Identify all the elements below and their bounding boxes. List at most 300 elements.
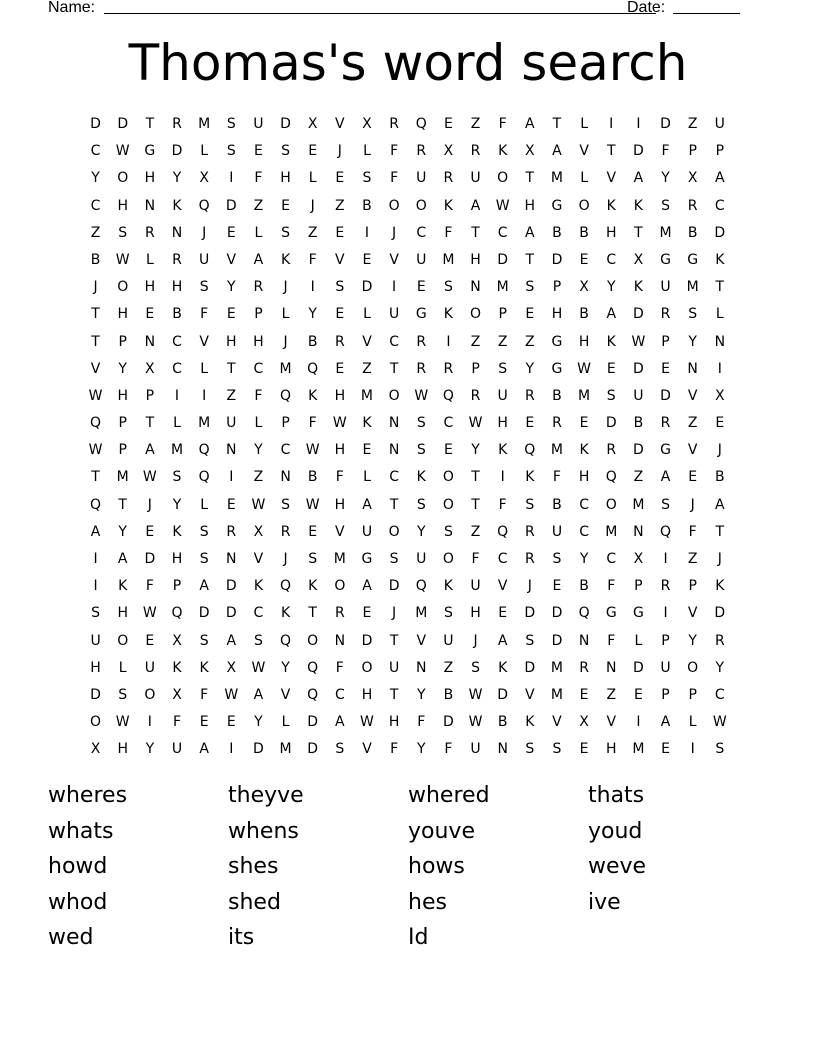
grid-cell: F (335, 469, 344, 486)
grid-cell: D (632, 659, 644, 676)
grid-cell: R (660, 415, 671, 432)
grid-cell: K (715, 251, 725, 268)
grid-cell: Z (335, 197, 345, 214)
grid-cell: T (91, 333, 100, 350)
grid-cell: E (226, 714, 236, 731)
grid-cell: O (442, 496, 454, 513)
grid-cell: B (633, 415, 644, 432)
grid-cell: U (416, 251, 427, 268)
grid-cell: B (579, 578, 589, 595)
grid-cell: F (444, 741, 453, 758)
grid-cell: S (715, 741, 725, 758)
grid-row (82, 682, 734, 709)
grid-cell: Z (443, 659, 454, 676)
grid-cell: D (632, 143, 644, 160)
grid-cell: B (307, 333, 318, 350)
grid-row (82, 220, 734, 247)
grid-cell: Y (416, 523, 426, 540)
grid-cell: W (414, 387, 429, 404)
grid-cell: K (525, 469, 535, 486)
grid-cell: X (307, 116, 318, 132)
grid-cell: M (198, 415, 211, 432)
grid-cell: H (551, 306, 563, 323)
grid-cell: K (579, 442, 589, 459)
grid-cell: M (550, 442, 563, 459)
grid-cell: Y (226, 279, 236, 296)
grid-cell: A (199, 741, 209, 758)
grid-cell: T (308, 605, 317, 622)
grid-cell: W (88, 442, 103, 459)
grid-cell: Q (198, 469, 210, 486)
grid-cell: S (118, 224, 128, 241)
grid-cell: V (199, 333, 209, 350)
grid-cell: B (90, 251, 101, 268)
grid-cell: Q (497, 523, 509, 540)
grid-cell: Z (226, 387, 237, 404)
grid-cell: W (332, 415, 347, 432)
grid-cell: S (199, 632, 209, 649)
grid-cell: R (416, 143, 427, 160)
grid-cell: R (144, 224, 155, 241)
grid-cell: U (470, 170, 481, 187)
grid-cell: X (633, 251, 644, 268)
grid-cell: S (281, 143, 290, 160)
grid-cell: Y (525, 360, 535, 377)
grid-cell: K (498, 659, 508, 676)
grid-cell: S (335, 279, 345, 296)
grid-cell: R (280, 523, 291, 540)
grid-cell: E (335, 306, 345, 323)
grid-cell: N (144, 197, 156, 214)
word-list-item: whens (228, 818, 299, 844)
grid-cell: G (605, 605, 617, 622)
grid-cell: H (90, 659, 101, 676)
grid-cell: S (661, 496, 670, 513)
grid-cell: H (226, 333, 237, 350)
grid-cell: H (117, 387, 128, 404)
grid-cell: L (308, 170, 317, 187)
grid-cell: U (443, 632, 454, 649)
grid-cell: S (281, 496, 290, 513)
grid-cell: M (550, 686, 563, 703)
grid-cell: F (688, 523, 697, 540)
grid-cell: A (715, 496, 725, 513)
grid-cell: M (170, 442, 184, 459)
grid-cell: W (224, 686, 239, 703)
grid-cell: T (471, 496, 480, 513)
grid-cell: A (199, 578, 209, 595)
grid-cell: O (687, 659, 699, 676)
grid-cell: Q (198, 197, 210, 214)
grid-cell: I (609, 116, 614, 132)
grid-cell: K (172, 197, 182, 214)
grid-cell: H (470, 251, 481, 268)
grid-cell: D (225, 578, 237, 595)
grid-cell: F (308, 251, 317, 268)
grid-cell: G (632, 605, 644, 622)
grid-row (82, 383, 734, 410)
grid-cell: Q (415, 578, 427, 595)
grid-cell: E (308, 143, 318, 160)
grid-cell: P (498, 306, 507, 323)
grid-cell: T (91, 306, 100, 323)
grid-cell: U (497, 387, 508, 404)
grid-cell: S (688, 306, 698, 323)
grid-cell: S (199, 279, 209, 296)
grid-cell: D (117, 116, 129, 132)
grid-cell: R (714, 632, 725, 649)
grid-cell: Y (715, 659, 725, 676)
grid-cell: U (470, 741, 481, 758)
grid-cell: A (606, 306, 617, 323)
grid-cell: F (145, 578, 154, 595)
grid-cell: V (335, 116, 345, 132)
word-list-item: howd (48, 854, 108, 879)
grid-cell: Y (172, 496, 182, 513)
grid-cell: E (362, 442, 372, 459)
grid-cell: W (115, 251, 130, 268)
grid-cell: M (360, 387, 374, 404)
grid-cell: X (362, 116, 372, 132)
grid-cell: C (90, 143, 101, 160)
grid-cell: E (416, 279, 426, 296)
grid-cell: I (229, 469, 234, 486)
grid-row (82, 464, 734, 491)
grid-cell: D (361, 632, 373, 649)
grid-cell: S (525, 632, 535, 649)
grid-cell: N (388, 442, 400, 459)
grid-cell: F (390, 170, 399, 187)
grid-cell: D (632, 306, 644, 323)
grid-cell: J (690, 496, 695, 513)
grid-cell: G (551, 360, 563, 377)
grid-cell: Q (280, 387, 292, 404)
grid-cell: C (389, 333, 399, 350)
grid-cell: D (144, 551, 156, 567)
word-list-item: its (228, 925, 255, 950)
grid-cell: D (632, 360, 644, 377)
grid-cell: I (500, 469, 505, 486)
grid-cell: T (118, 496, 127, 513)
grid-cell: B (687, 224, 698, 241)
date-label: Date: (627, 0, 666, 16)
grid-cell: Q (442, 387, 454, 404)
grid-cell: X (633, 551, 644, 567)
grid-cell: R (416, 360, 427, 377)
grid-cell: G (660, 251, 671, 268)
grid-cell: W (251, 659, 266, 676)
grid-cell: E (579, 251, 589, 268)
grid-cell: Z (470, 116, 481, 132)
grid-cell: Q (415, 116, 427, 132)
grid-cell: F (390, 143, 399, 160)
grid-cell: V (362, 333, 372, 350)
grid-cell: Y (281, 659, 290, 676)
grid-cell: F (498, 116, 507, 132)
grid-cell: M (279, 360, 292, 377)
grid-cell: S (416, 442, 426, 459)
grid-cell: Q (605, 469, 617, 486)
grid-cell: S (335, 741, 345, 758)
grid-cell: O (361, 659, 373, 676)
grid-row (82, 410, 734, 437)
grid-cell: S (443, 523, 453, 540)
grid-cell: M (198, 116, 211, 132)
grid-cell: K (498, 143, 508, 160)
grid-cell: C (443, 415, 454, 432)
grid-cell: T (145, 116, 155, 132)
grid-cell: D (307, 741, 319, 758)
grid-cell: Z (633, 469, 644, 486)
grid-cell: U (416, 551, 427, 567)
word-list-item: thats (588, 783, 645, 808)
grid-row (82, 274, 734, 301)
grid-cell: S (118, 686, 128, 703)
grid-cell: L (281, 714, 290, 731)
grid-cell: D (361, 279, 373, 296)
grid-cell: P (118, 442, 127, 459)
grid-cell: B (172, 306, 182, 323)
grid-cell: R (524, 551, 535, 567)
grid-cell: T (634, 224, 643, 241)
grid-cell: V (497, 578, 508, 595)
grid-cell: V (687, 387, 698, 404)
grid-cell: A (660, 469, 671, 486)
grid-cell: I (147, 714, 152, 731)
grid-cell: S (226, 116, 236, 132)
grid-cell: K (253, 578, 263, 595)
grid-cell: J (392, 224, 397, 241)
grid-cell: K (308, 578, 318, 595)
grid-cell: J (93, 279, 98, 296)
grid-cell: E (362, 251, 372, 268)
grid-cell: O (578, 197, 590, 214)
grid-cell: O (442, 469, 454, 486)
grid-cell: X (687, 170, 698, 187)
grid-cell: L (200, 143, 209, 160)
grid-cell: V (226, 251, 237, 268)
grid-cell: U (144, 659, 155, 676)
grid-cell: S (443, 605, 453, 622)
grid-cell: L (715, 306, 724, 323)
grid-cell: X (172, 632, 182, 649)
grid-cell: H (144, 279, 156, 296)
word-list-item: shed (228, 889, 281, 915)
grid-row (82, 655, 734, 682)
grid-cell: U (416, 170, 427, 187)
grid-cell: V (280, 686, 291, 703)
grid-cell: D (632, 442, 644, 459)
grid-cell: I (174, 387, 180, 404)
grid-cell: F (607, 632, 616, 649)
grid-cell: R (443, 170, 454, 187)
grid-cell: E (335, 360, 345, 377)
grid-cell: Y (579, 551, 589, 567)
grid-cell: V (253, 551, 264, 567)
grid-cell: F (444, 224, 453, 241)
grid-cell: V (335, 251, 345, 268)
grid-cell: Y (172, 170, 182, 187)
grid-cell: Z (470, 523, 481, 540)
grid-cell: C (714, 686, 725, 703)
grid-cell: P (715, 143, 725, 160)
word-list-item: weve (588, 854, 647, 879)
grid-cell: N (687, 360, 698, 377)
grid-cell: H (117, 306, 128, 323)
grid-cell: U (361, 523, 373, 540)
grid-cell: K (172, 659, 182, 676)
grid-cell: W (142, 469, 157, 486)
grid-cell: S (661, 197, 670, 214)
word-list-item: whats (48, 818, 114, 844)
grid-cell: T (91, 469, 100, 486)
grid-row (82, 492, 734, 519)
grid-cell: W (305, 442, 320, 459)
grid-cell: J (717, 442, 722, 459)
grid-cell: H (605, 224, 617, 241)
grid-cell: E (661, 360, 670, 377)
grid-cell: Q (660, 523, 672, 540)
grid-cell: U (171, 741, 183, 758)
grid-cell: S (172, 469, 182, 486)
grid-cell: V (687, 605, 698, 622)
grid-cell: E (362, 605, 372, 622)
grid-cell: L (173, 415, 181, 432)
grid-cell: H (117, 741, 128, 758)
grid-cell: J (527, 578, 532, 595)
grid-cell: M (686, 279, 699, 296)
grid-cell: Y (118, 523, 127, 540)
grid-cell: L (580, 170, 588, 187)
grid-cell: R (579, 659, 589, 676)
grid-cell: D (551, 605, 563, 622)
grid-cell: A (715, 170, 725, 187)
grid-cell: M (415, 605, 428, 622)
grid-cell: I (636, 714, 641, 731)
grid-cell: Y (308, 306, 317, 323)
grid-cell: Z (90, 224, 101, 241)
grid-cell: D (551, 632, 563, 649)
grid-cell: H (171, 551, 183, 567)
grid-cell: B (715, 469, 725, 486)
grid-cell: K (525, 714, 535, 731)
grid-cell: K (443, 578, 453, 595)
grid-cell: U (90, 632, 101, 649)
grid-cell: E (579, 686, 589, 703)
grid-row (82, 247, 734, 274)
grid-cell: F (200, 686, 209, 703)
grid-cell: M (550, 170, 563, 187)
grid-cell: X (579, 279, 589, 296)
grid-cell: K (606, 197, 616, 214)
grid-cell: D (524, 659, 536, 676)
grid-cell: F (172, 714, 182, 731)
grid-cell: B (362, 197, 372, 214)
grid-cell: R (334, 333, 345, 350)
grid-cell: K (199, 659, 209, 676)
grid-cell: L (254, 415, 263, 432)
grid-row (82, 573, 734, 600)
grid-cell: V (687, 442, 698, 459)
grid-cell: W (495, 197, 510, 214)
grid-cell: R (443, 360, 454, 377)
grid-cell: R (416, 333, 427, 350)
grid-cell: A (525, 224, 535, 241)
grid-cell: S (253, 632, 263, 649)
grid-cell: Z (606, 686, 617, 703)
grid-cell: H (497, 415, 508, 432)
grid-cell: M (550, 659, 563, 676)
grid-cell: K (280, 251, 291, 268)
grid-cell: P (471, 360, 480, 377)
grid-row (82, 301, 734, 328)
grid-cell: A (117, 551, 128, 567)
grid-cell: A (660, 714, 671, 731)
grid-cell: E (335, 170, 345, 187)
grid-cell: X (199, 170, 209, 187)
grid-cell: J (283, 551, 288, 567)
grid-cell: L (363, 143, 371, 160)
grid-cell: Q (578, 605, 590, 622)
grid-cell: R (226, 523, 237, 540)
grid-cell: Q (307, 360, 319, 377)
grid-cell: E (226, 306, 236, 323)
word-list-item: theyve (228, 783, 304, 808)
grid-cell: U (199, 251, 210, 268)
grid-cell: J (202, 224, 207, 241)
grid-cell: E (579, 415, 589, 432)
grid-cell: A (335, 714, 345, 731)
grid-cell: N (144, 333, 156, 350)
grid-cell: M (632, 496, 645, 513)
grid-cell: D (714, 224, 726, 241)
grid-cell: G (144, 143, 156, 160)
grid-cell: G (361, 551, 373, 567)
grid-cell: K (633, 279, 643, 296)
grid-cell: V (416, 632, 427, 649)
grid-cell: E (308, 523, 318, 540)
grid-cell: O (117, 632, 129, 649)
grid-cell: F (390, 741, 399, 758)
grid-cell: E (552, 578, 562, 595)
grid-cell: D (225, 197, 237, 214)
word-list-item: youd (588, 818, 643, 844)
grid-cell: D (280, 116, 291, 132)
grid-cell: E (661, 741, 670, 758)
grid-cell: C (497, 551, 508, 567)
grid-cell: Z (470, 333, 481, 350)
grid-cell: W (115, 714, 130, 731)
grid-cell: C (389, 469, 399, 486)
grid-cell: H (334, 496, 346, 513)
grid-cell: O (117, 170, 129, 187)
grid-cell: S (281, 224, 290, 241)
grid-cell: I (229, 741, 234, 758)
word-list (48, 778, 768, 956)
grid-cell: Z (687, 551, 698, 567)
grid-cell: Z (362, 360, 372, 377)
grid-cell: W (251, 496, 266, 513)
grid-cell: P (281, 415, 290, 432)
grid-cell: V (606, 714, 617, 731)
grid-cell: B (497, 714, 508, 731)
grid-cell: M (578, 387, 591, 404)
grid-cell: P (661, 333, 670, 350)
grid-cell: N (470, 279, 481, 296)
grid-row (82, 329, 734, 356)
grid-cell: C (579, 523, 589, 540)
word-row (48, 920, 768, 956)
